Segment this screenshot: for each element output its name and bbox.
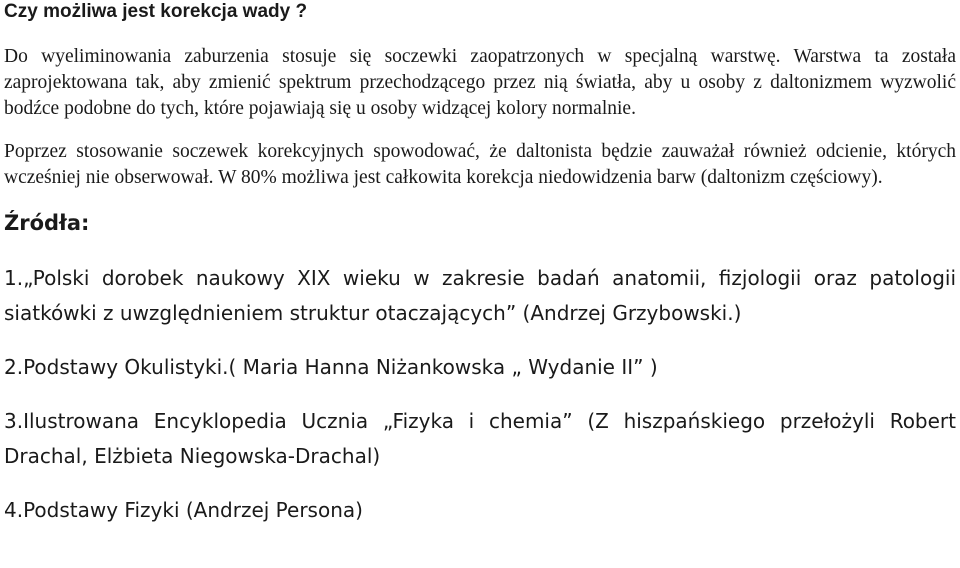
page-title: Czy możliwa jest korekcja wady ?: [4, 1, 308, 22]
paragraph-correction-method: Do wyeliminowania zaburzenia stosuje się soczewki zaopatrzonych w specjalną warstwę. Warstwa ta została zaprojektowana tak, aby zmienić spektrum przechodzącego przez nią światła, aby u osoby z daltonizmem wyzwolić bodźce podobne do tych, które pojawiają się u osoby widzącej kolory normalnie.: [4, 46, 956, 119]
document-page: [4, 0, 956, 528]
source-item-3: 3.Ilustrowana Encyklopedia Ucznia „Fizyka i chemia” (Z hiszpańskiego przełożyli Robert Drachal, Elżbieta Niegowska-Drachal): [4, 409, 956, 468]
source-item-1: 1.„Polski dorobek naukowy XIX wieku w zakresie badań anatomii, fizjologii oraz patologii siatkówki z uwzględnieniem struktur otaczających” (Andrzej Grzybowski.): [4, 266, 956, 325]
source-item-2: 2.Podstawy Okulistyki.( Maria Hanna Niżankowska „ Wydanie II” ): [4, 355, 658, 379]
source-item-4: 4.Podstawy Fizyki (Andrzej Persona): [4, 498, 363, 522]
sources-heading: Źródła:: [4, 211, 90, 235]
paragraph-correction-effect: Poprzez stosowanie soczewek korekcyjnych spowodować, że daltonista będzie zauważał również odcienie, których wcześniej nie obserwował. W 80% możliwa jest całkowita korekcja niedowidzenia barw (daltonizm częściowy).: [4, 141, 956, 188]
